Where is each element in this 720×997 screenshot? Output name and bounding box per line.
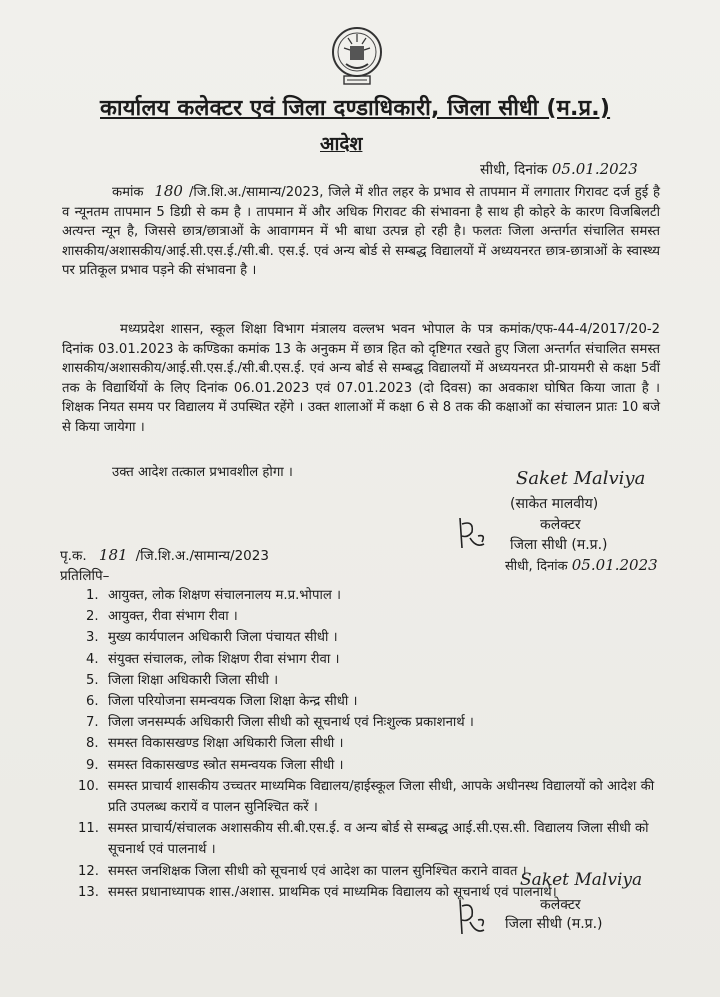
handwritten-ref-number: 180: [154, 182, 183, 200]
initials-mark-2-icon: [452, 896, 492, 940]
copy-ref-suffix: /जि.शि.अ./सामान्य/2023: [135, 548, 269, 564]
government-emblem-icon: [330, 20, 384, 92]
list-item: 5. जिला शिक्षा अधिकारी जिला सीधी ।: [86, 672, 279, 688]
signature-handwritten-date: 05.01.2023: [571, 556, 658, 574]
signatory-name: (साकेत मालवीय): [510, 496, 599, 512]
list-item: 11. समस्त प्राचार्य/संचालक अशासकीय सी.बी.एस.ई. व अन्य बोर्ड से सम्बद्ध आई.सी.एस.सी. विद्यालय जिला सीधी को सूचनार्थ एवं पालनार्थ ।: [78, 821, 649, 858]
order-paragraph-2: [62, 320, 660, 438]
list-item: 10. समस्त प्राचार्य शासकीय उच्चतर माध्यमिक विद्यालय/हाईस्कूल जिला सीधी, आपके अधीनस्थ विद्यालयों को आदेश की प्रति उपलब्ध करायें व पालन सुनिश्चित करें ।: [78, 778, 655, 816]
order-paragraph-1: [62, 182, 660, 281]
list-item: 9. समस्त विकासखण्ड स्त्रोत समन्वयक जिला सीधी ।: [86, 757, 344, 773]
signature-date-prefix: सीधी, दिनांक: [505, 559, 568, 574]
signature-date-line: [505, 556, 658, 574]
paragraph-2-text: मध्यप्रदेश शासन, स्कूल शिक्षा विभाग मंत्रालय वल्लभ भवन भोपाल के पत्र कमांक/एफ-44-4/2017/20-2 दिनांक 03.01.2023 के कण्डिका कमांक 13 के अनुकम में छात्र हित को दृष्टिगत रखते हुए जिला अन्तर्गत संचालित समस्त शासकीय/अशासकीय/आई.सी.एस.ई./सी.बी.एस.ई. एवं अन्य बोर्ड से सम्बद्ध विद्यालयों में अध्ययनरत प्री-प्रायमरी से कक्षा 5वीं तक के विद्यार्थियों के लिए दिनांक 06.01.2023 एवं 07.01.2023 (दो दिवस) का अवकाश घोषित किया जाता है । शिक्षक नियत समय पर विद्यालय में उपस्थित रहेंगे । उक्त शालाओं में कक्षा 6 से 8 तक की कक्षाओं का संचालन प्रातः 10 बजे से किया जायेगा ।: [62, 322, 660, 435]
list-item: 7. जिला जनसम्पर्क अधिकारी जिला सीधी को सूचनार्थ एवं निःशुल्क प्रकाशनार्थ ।: [86, 715, 474, 731]
handwritten-date: 05.01.2023: [551, 160, 638, 178]
list-item: 2. आयुक्त, रीवा संभाग रीवा ।: [86, 609, 238, 625]
office-title: कार्यालय कलेक्टर एवं जिला दण्डाधिकारी, जिला सीधी (म.प्र.): [100, 96, 611, 121]
signatory-2-designation: कलेक्टर: [540, 897, 581, 913]
copy-to-label: प्रतिलिपि–: [60, 568, 110, 584]
list-item: 8. समस्त विकासखण्ड शिक्षा अधिकारी जिला सीधी ।: [86, 736, 344, 752]
signatory-designation: कलेक्टर: [540, 517, 581, 533]
copy-list: [78, 585, 676, 903]
paragraph-1-text: /जि.शि.अ./सामान्य/2023, जिले में शीत लहर के प्रभाव से तापमान में लगातार गिरावट दर्ज हुई है व न्यूनतम तापमान 5 डिग्री से कम है । तापमान में और अधिक गिरावट की संभावना है साथ ही कोहरे के कारण विजबिलटी अत्यन्त न्यून है, जिससे छात्र/छात्राओं के आवागमन में भी बाधा उत्पन्न हो रही है। फलतः जिला अन्तर्गत संचालित समस्त शासकीय/अशासकीय/आई.सी.एस.ई./सी.बी. एस.ई. एवं अन्य बोर्ड से सम्बद्ध विद्यालयों में अध्ययनरत छात्र-छात्राओं के स्वास्थ्य पर प्रतिकूल प्रभाव पड़ने की संभावना है ।: [62, 185, 660, 279]
initials-mark-icon: [452, 514, 492, 554]
signatory-2-district: जिला सीधी (म.प्र.): [505, 916, 603, 932]
order-date-line: [480, 160, 638, 179]
signatory-district: जिला सीधी (म.प्र.): [510, 537, 608, 553]
list-item: 1. आयुक्त, लोक शिक्षण संचालनालय म.प्र.भोपाल ।: [86, 588, 341, 603]
list-item: 12. समस्त जनशिक्षक जिला सीधी को सूचनार्थ एवं आदेश का पालन सुनिश्चित कराने वावत ।: [78, 863, 527, 879]
list-item: 4. संयुक्त संचालक, लोक शिक्षण रीवा संभाग रीवा ।: [86, 651, 340, 667]
order-paragraph-3: उक्त आदेश तत्काल प्रभावशील होगा ।: [112, 465, 293, 480]
list-item: 6. जिला परियोजना समन्वयक जिला शिक्षा केन्द्र सीधी ।: [86, 694, 358, 710]
copy-handwritten-ref-number: 181: [98, 546, 128, 564]
list-item: 13. समस्त प्रधानाध्यापक शास./अशास. प्राथमिक एवं माध्यमिक विद्यालय को सूचनार्थ एवं पालनार्थ।: [78, 884, 557, 900]
list-item: 3. मुख्य कार्यपालन अधिकारी जिला पंचायत सीधी ।: [86, 630, 338, 646]
copy-ref-prefix: पृ.क.: [60, 548, 87, 564]
date-prefix: सीधी, दिनांक: [480, 162, 548, 178]
signature-1: Saket Malviya: [516, 468, 646, 489]
signature-2: Saket Malviya: [520, 870, 643, 890]
order-heading: आदेश: [320, 133, 363, 155]
ref-prefix: कमांक: [112, 185, 144, 200]
copy-ref-line: [60, 546, 269, 564]
